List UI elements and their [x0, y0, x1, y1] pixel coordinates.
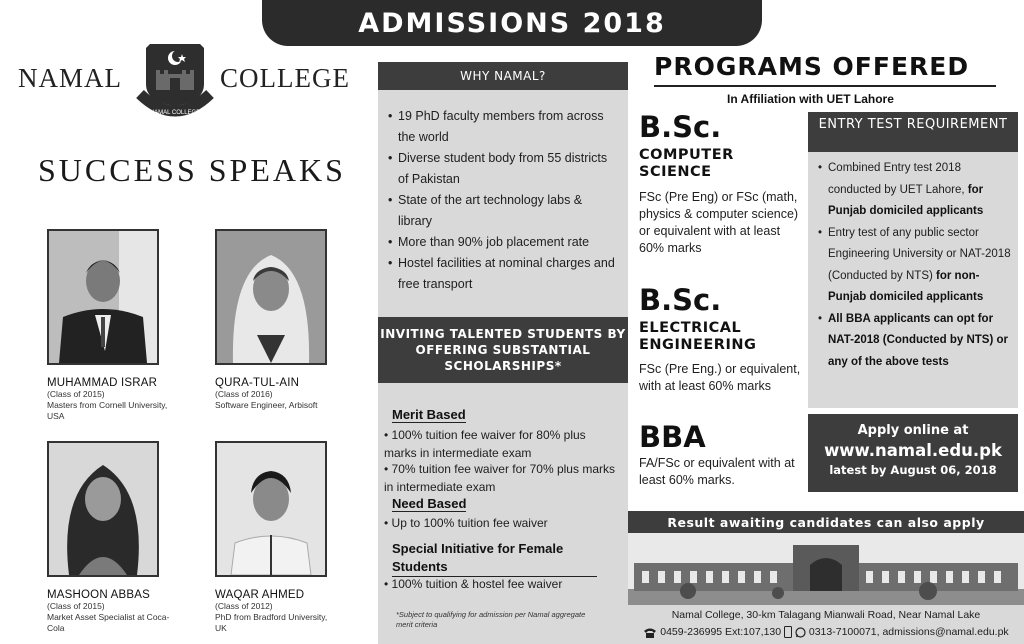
entry-item: • All BBA applicants can opt for NAT-2018 (Conducted by NTS) or any of the above tests	[818, 309, 1016, 374]
apply-online-box	[808, 414, 1018, 492]
program-requirement: FSc (Pre Eng) or FSc (math, physics & computer science) or equivalent with at least 60% marks	[639, 190, 799, 255]
college-logo	[18, 36, 363, 120]
admissions-banner: ADMISSIONS 2018	[262, 0, 762, 46]
alumni-desc: Software Engineer, Arbisoft	[215, 400, 318, 410]
entry-item: • Combined Entry test 2018 conducted by UET Lahore, for Punjab domiciled applicants	[818, 158, 1016, 223]
program-degree: B.Sc.	[639, 283, 722, 317]
why-namal-header: WHY NAMAL?	[378, 62, 628, 90]
program-field: ELECTRICAL ENGINEERING	[639, 320, 757, 353]
alumni-class: (Class of 2016)	[215, 389, 273, 399]
why-namal-panel	[378, 62, 628, 644]
programs-rule	[654, 85, 996, 87]
apply-line: Apply online at	[857, 423, 969, 438]
alumni-card	[215, 229, 340, 411]
special-item: • 100% tuition & hostel fee waiver	[384, 577, 563, 591]
whatsapp-icon	[795, 627, 806, 638]
alumni-name: WAQAR AHMED	[215, 589, 305, 601]
entry-test-panel	[808, 112, 1018, 408]
contact-line	[628, 626, 1024, 638]
need-item: • Up to 100% tuition fee waiver	[384, 516, 548, 530]
crest-icon	[130, 36, 220, 120]
alumni-photo	[215, 441, 327, 577]
phone-icon	[643, 627, 657, 638]
alumni-card	[47, 229, 172, 422]
result-awaiting-bar: Result awaiting candidates can also apply	[628, 511, 1024, 533]
phone-number[interactable]: 0459-236995 Ext:107,130	[660, 626, 782, 639]
apply-deadline: latest by August 06, 2018	[829, 463, 997, 477]
campus-illustration	[628, 533, 1024, 605]
logo-name-left: NAMAL	[18, 63, 122, 93]
alumni-card	[215, 441, 340, 634]
alumni-photo	[47, 229, 159, 365]
alumni-desc: Market Asset Specialist at Coca-Cola	[47, 612, 170, 633]
apply-url[interactable]: www.namal.edu.pk	[824, 441, 1002, 460]
alumni-class: (Class of 2015)	[47, 389, 105, 399]
alumni-name: QURA-TUL-AIN	[215, 377, 300, 389]
entry-test-header: ENTRY TEST REQUIREMENT	[808, 112, 1018, 152]
alumni-class: (Class of 2015)	[47, 601, 105, 611]
crest-text: NAMAL COLLEGE	[149, 110, 201, 116]
program-degree: B.Sc.	[639, 110, 722, 144]
affiliation-text: In Affiliation with UET Lahore	[727, 92, 894, 106]
success-heading: SUCCESS SPEAKS	[38, 152, 346, 188]
entry-item: • Entry test of any public sector Engineering University or NAT-2018 (Conducted by NTS) for non-Punjab domiciled applicants	[818, 223, 1016, 309]
merit-title: Merit Based	[392, 407, 466, 422]
why-item: • State of the art technology labs & library	[388, 190, 618, 232]
why-item: • 19 PhD faculty members from across the world	[388, 106, 618, 148]
alumni-name: MASHOON ABBAS	[47, 589, 150, 601]
campus-address: Namal College, 30-km Talagang Mianwali Road, Near Namal Lake	[671, 609, 981, 621]
logo-name-right: COLLEGE	[220, 63, 350, 93]
why-namal-list	[388, 106, 618, 295]
why-item: • Diverse student body from 55 districts of Pakistan	[388, 148, 618, 190]
need-title: Need Based	[392, 496, 467, 511]
alumni-class: (Class of 2012)	[215, 601, 273, 611]
scholarship-header: INVITING TALENTED STUDENTS BY OFFERING SUBSTANTIAL SCHOLARSHIPS*	[378, 317, 628, 383]
alumni-desc: Masters from Cornell University, USA	[47, 400, 168, 421]
merit-item: • 100% tuition fee waiver for 80% plus marks in intermediate exam	[384, 428, 586, 460]
alumni-desc: PhD from Bradford University, UK	[215, 612, 328, 633]
campus-panel	[628, 533, 1024, 644]
program-degree: BBA	[639, 420, 706, 454]
program-requirement: FSc (Pre Eng.) or equivalent, with at least 60% marks	[639, 362, 801, 393]
why-item: • More than 90% job placement rate	[388, 232, 618, 253]
alumni-card	[47, 441, 172, 634]
alumni-photo	[215, 229, 327, 365]
whatsapp-email[interactable]: 0313-7100071, admissions@namal.edu.pk	[808, 626, 1009, 639]
programs-title: PROGRAMS OFFERED	[654, 52, 970, 81]
merit-item: • 70% tuition fee waiver for 70% plus marks in intermediate exam	[384, 462, 615, 494]
entry-test-list	[818, 158, 1016, 373]
special-title: Special Initiative for Female Students	[392, 540, 597, 577]
program-field: COMPUTER SCIENCE	[639, 147, 734, 180]
alumni-name: MUHAMMAD ISRAR	[47, 377, 158, 389]
mobile-icon	[784, 626, 792, 638]
scholarship-footnote: *Subject to qualifying for admission per Namal aggregate merit criteria	[396, 610, 586, 629]
why-item: • Hostel facilities at nominal charges and free transport	[388, 253, 618, 295]
program-requirement: FA/FSc or equivalent with at least 60% marks.	[639, 456, 795, 487]
alumni-photo	[47, 441, 159, 577]
